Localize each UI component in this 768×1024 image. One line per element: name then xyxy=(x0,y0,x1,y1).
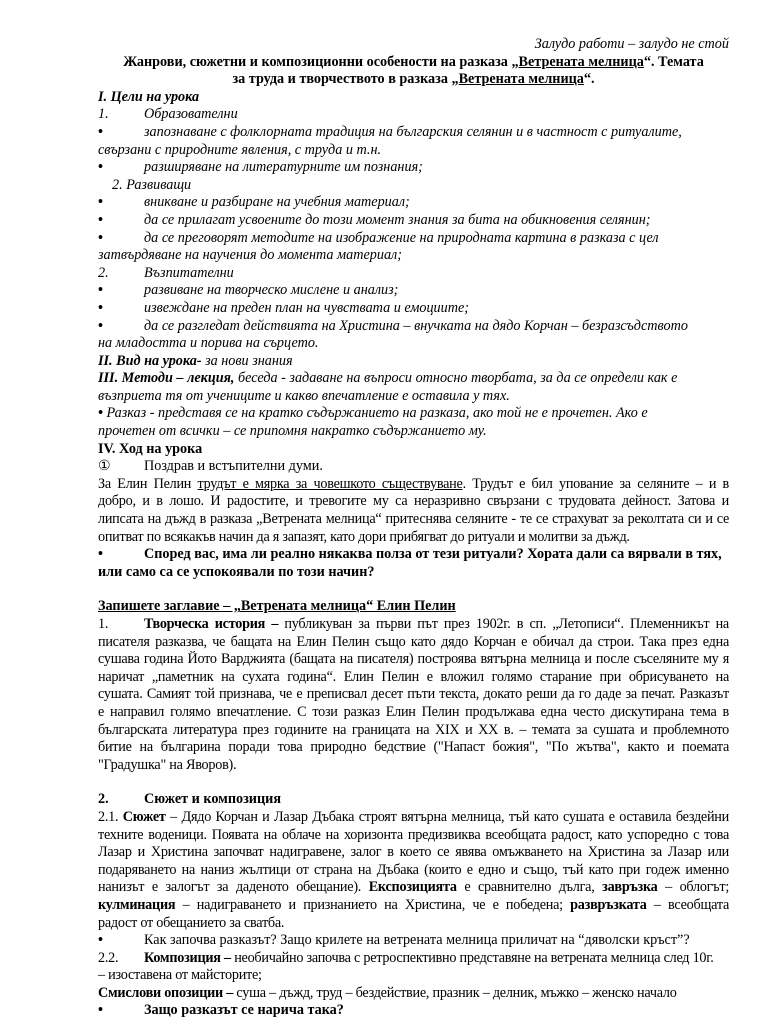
greeting-line: ① Поздрав и встъпителни думи. xyxy=(98,458,323,475)
methods-line: • Разказ - представя се на кратко съдържанието на разказа, ако той не е прочетен. Ако е xyxy=(98,405,648,422)
goals-upbringing: 2. Възпитателни xyxy=(98,264,234,281)
goals-educational: 1. Образователни xyxy=(98,106,238,123)
notes-paragraph-line: 2.1. Сюжет – Дядо Корчан и Лазар Дъбака строят вятърна мелница, тъй като сушата е оставила бездейни xyxy=(98,808,729,825)
question-bullet: • Защо разказът се нарича така? xyxy=(98,1002,344,1019)
goal-line: на младостта и порива на сърцето. xyxy=(98,335,319,352)
notes-paragraph-line: сушава година Йото Варджията (бащата на писателя) построява вятърна мелница и после съселяните му я xyxy=(98,651,729,668)
goal-bullet: • развиване на творческо мислене и анализ; xyxy=(98,282,399,299)
notes-paragraph-line: подаряването на наниз жълтици от страна на Дъбака (които е едно и също, тъй като при годеж именно xyxy=(98,861,729,878)
notes-paragraph-line: писателя разказва, че бащата на Елин Пелин също като дядо Корчан е обичал да строи. Така през една xyxy=(98,633,729,650)
notes-paragraph-line: българската литература през годините на границата на XIX и XX в. – темата за сушата и проблемното xyxy=(98,721,729,738)
notes-paragraph-line: Лазар и Христина започват надигравене, залог в което се явява омъжването на Христина за Лазар или xyxy=(98,844,729,861)
goal-bullet: • вникване и разбиране на учебния материал; xyxy=(98,194,410,211)
notes-paragraph-line: нанизът е залогът за даденото обещание). Експозицията е сравнително дълга, завръзка – облогът; xyxy=(98,879,729,896)
notes-title: Запишете заглавие – „Ветрената мелница“ Елин Пелин xyxy=(98,598,456,615)
notes-paragraph-line: сушата. Самият той признава, че е преписвал десет пъти текста, докато реши да го даде за печат. Разказът xyxy=(98,686,729,703)
goal-bullet: • да се преговорят методите на изображение на природната картина в разказа с цел xyxy=(98,229,659,246)
notes-paragraph-line: битие на българина поради това природно бедствие ("Напаст божия", "По жътва", както и поемата xyxy=(98,739,729,756)
section-lesson-flow-heading: IV. Ход на урока xyxy=(98,440,203,457)
goals-developing: 2. Развиващи xyxy=(112,176,192,193)
question-line: или само са се успокоявали по този начин? xyxy=(98,563,375,580)
paragraph-line: опитват по всякакъв начин да я запазят, като дори прибягват до ритуали и молитви за дъжд. xyxy=(98,528,630,545)
notes-paragraph-line: наричат „паметник на сухата година“. Елин Пелин е вложил голямо старание при обрисуването на xyxy=(98,668,729,685)
numbered-circle-icon: ① xyxy=(98,458,111,475)
title-line-1: Жанрови, сюжетни и композиционни особености на разказа „Ветрената мелница“. Темата xyxy=(123,53,704,70)
notes-paragraph-line: "Градушка" на Яворов). xyxy=(98,756,237,773)
title-line-2: за труда и творчеството в разказа „Ветрената мелница“. xyxy=(232,71,595,88)
composition-line: – изоставена от майсторите; xyxy=(98,967,262,984)
goal-bullet: • разширяване на литературните им познания; xyxy=(98,159,423,176)
section-lesson-type: II. Вид на урока- за нови знания xyxy=(98,352,293,369)
goal-line: свързани с природните явления, с труда и т.н. xyxy=(98,141,382,158)
composition-line: 2.2. Композиция – необичайно започва с ретроспективно представяне на ветрената мелница след 10г. xyxy=(98,949,714,966)
plot-composition-heading: 2. Сюжет и композиция xyxy=(98,791,282,808)
paragraph-line: добро, и в лошо. И радостите, и тревогите му са неразривно свързани с трудовата дейност. Затова и xyxy=(98,493,729,510)
section-methods: III. Методи – лекция, беседа - задаване на въпроси относно творбата, за да се определи как е xyxy=(98,370,678,387)
methods-line: възприета тя от учениците и какво впечатление е оставила у тях. xyxy=(98,387,510,404)
goal-bullet: • да се разгледат действията на Христина – внучката на дядо Корчан – безразсъдството xyxy=(98,317,688,334)
goal-line: затвърдяване на научения до момента материал; xyxy=(98,247,402,264)
notes-paragraph-line: техните воденици. Появата на облаче на хоризонта предизвиква всеобщата радост, като успоредно с това xyxy=(98,826,729,843)
notes-paragraph-line: радост от обещанието за сватба. xyxy=(98,914,285,931)
notes-paragraph-line: 1. Творческа история – публикуван за първи път през 1902г. в сп. „Летописи“. Племенникът на xyxy=(98,616,729,632)
goal-bullet: • да се прилагат усвоените до този момент знания за бита на обикновения селянин; xyxy=(98,211,651,228)
motto: Залудо работи – залудо не стой xyxy=(534,36,729,52)
methods-line: прочетен от всички – се припомня накратко съдържанието му. xyxy=(98,423,487,440)
goal-bullet: • извеждане на преден план на чувствата и емоциите; xyxy=(98,299,470,316)
paragraph-line: За Елин Пелин трудът е мярка за човешкото съществуване. Трудът е бил упование за селяните – и в xyxy=(98,475,729,492)
notes-paragraph-line: кулминация – надиграването и признанието на Христина, че е победена; развръзката – всеобщата xyxy=(98,896,729,913)
goal-bullet: • запознаване с фолклорната традиция на българския селянин и в частност с ритуалите, xyxy=(98,123,682,140)
document-page xyxy=(98,36,729,1020)
notes-paragraph-line: е направил голямо впечатление. С този разказ Елин Пелин продължава една често дискутирана тема в xyxy=(98,703,729,720)
oppositions-line: Смислови опозиции – суша – дъжд, труд – бездействие, празник – делник, мъжко – женско начало xyxy=(98,984,677,1001)
section-goals-heading: I. Цели на урока xyxy=(98,88,200,105)
question-bullet: • Как започва разказът? Защо крилете на ветрената мелница приличат на “дяволски кръст”? xyxy=(98,932,690,949)
paragraph-line: липсата на дъжд в разказа „Ветрената мелница“ притеснява селяните - те се страхуват за реколтата си и се xyxy=(98,511,729,528)
question-bullet: • Според вас, има ли реално някаква полза от тези ритуали? Хората дали са вярвали в тях, xyxy=(98,546,722,563)
